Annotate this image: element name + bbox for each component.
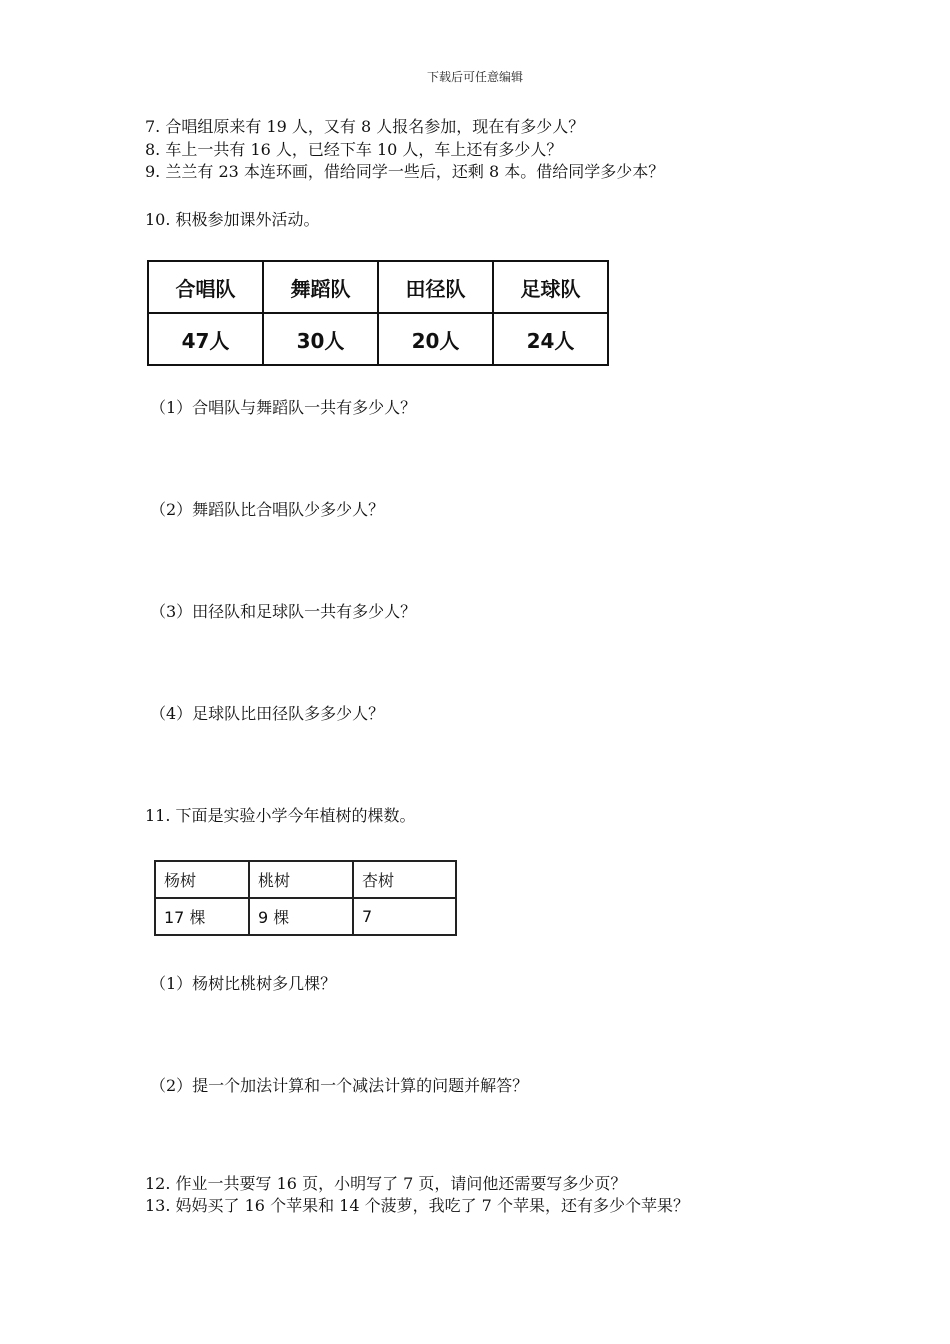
tree-table: [154, 860, 457, 936]
question-9: 9. 兰兰有 23 本连环画，借给同学一些后，还剩 8 本。借给同学多少本？: [145, 162, 665, 181]
activity-table: [147, 260, 609, 366]
table-cell: 9 棵: [249, 898, 353, 935]
table-cell: 17 棵: [155, 898, 249, 935]
table-cell: 24人: [493, 313, 608, 365]
question-12: 12. 作业一共要写 16 页，小明写了 7 页，请问他还需要写多少页？: [145, 1174, 627, 1193]
question-11-title: 11. 下面是实验小学今年植树的棵数。: [145, 806, 416, 825]
page-header: 下载后可任意编辑: [426, 70, 523, 84]
table-row: [148, 313, 608, 365]
table-header-cell: 足球队: [493, 261, 608, 313]
table-header-cell: 杏树: [353, 861, 456, 898]
table-cell: 30人: [263, 313, 378, 365]
table-header-cell: 舞蹈队: [263, 261, 378, 313]
table-cell: 20人: [378, 313, 493, 365]
table-row: [155, 861, 456, 898]
question-7: 7. 合唱组原来有 19 人，又有 8 人报名参加，现在有多少人？: [145, 117, 585, 136]
question-8: 8. 车上一共有 16 人，已经下车 10 人，车上还有多少人？: [145, 140, 563, 159]
table-row: [155, 898, 456, 935]
question-13: 13. 妈妈买了 16 个苹果和 14 个菠萝，我吃了 7 个苹果，还有多少个苹果？: [145, 1196, 689, 1215]
question-10-sub-2: （2）舞蹈队比合唱队少多少人？: [150, 500, 385, 519]
table-header-cell: 桃树: [249, 861, 353, 898]
question-11-sub-1: （1）杨树比桃树多几棵？: [150, 974, 337, 993]
table-cell: 47人: [148, 313, 263, 365]
question-11-sub-2: （2）提一个加法计算和一个减法计算的问题并解答？: [150, 1076, 529, 1095]
table-row: [148, 261, 608, 313]
question-10-sub-3: （3）田径队和足球队一共有多少人？: [150, 602, 417, 621]
table-header-cell: 合唱队: [148, 261, 263, 313]
question-10-title: 10. 积极参加课外活动。: [145, 210, 320, 229]
table-header-cell: 田径队: [378, 261, 493, 313]
table-cell: 7: [353, 898, 456, 935]
question-10-sub-1: （1）合唱队与舞蹈队一共有多少人？: [150, 398, 417, 417]
table-header-cell: 杨树: [155, 861, 249, 898]
question-10-sub-4: （4）足球队比田径队多多少人？: [150, 704, 385, 723]
